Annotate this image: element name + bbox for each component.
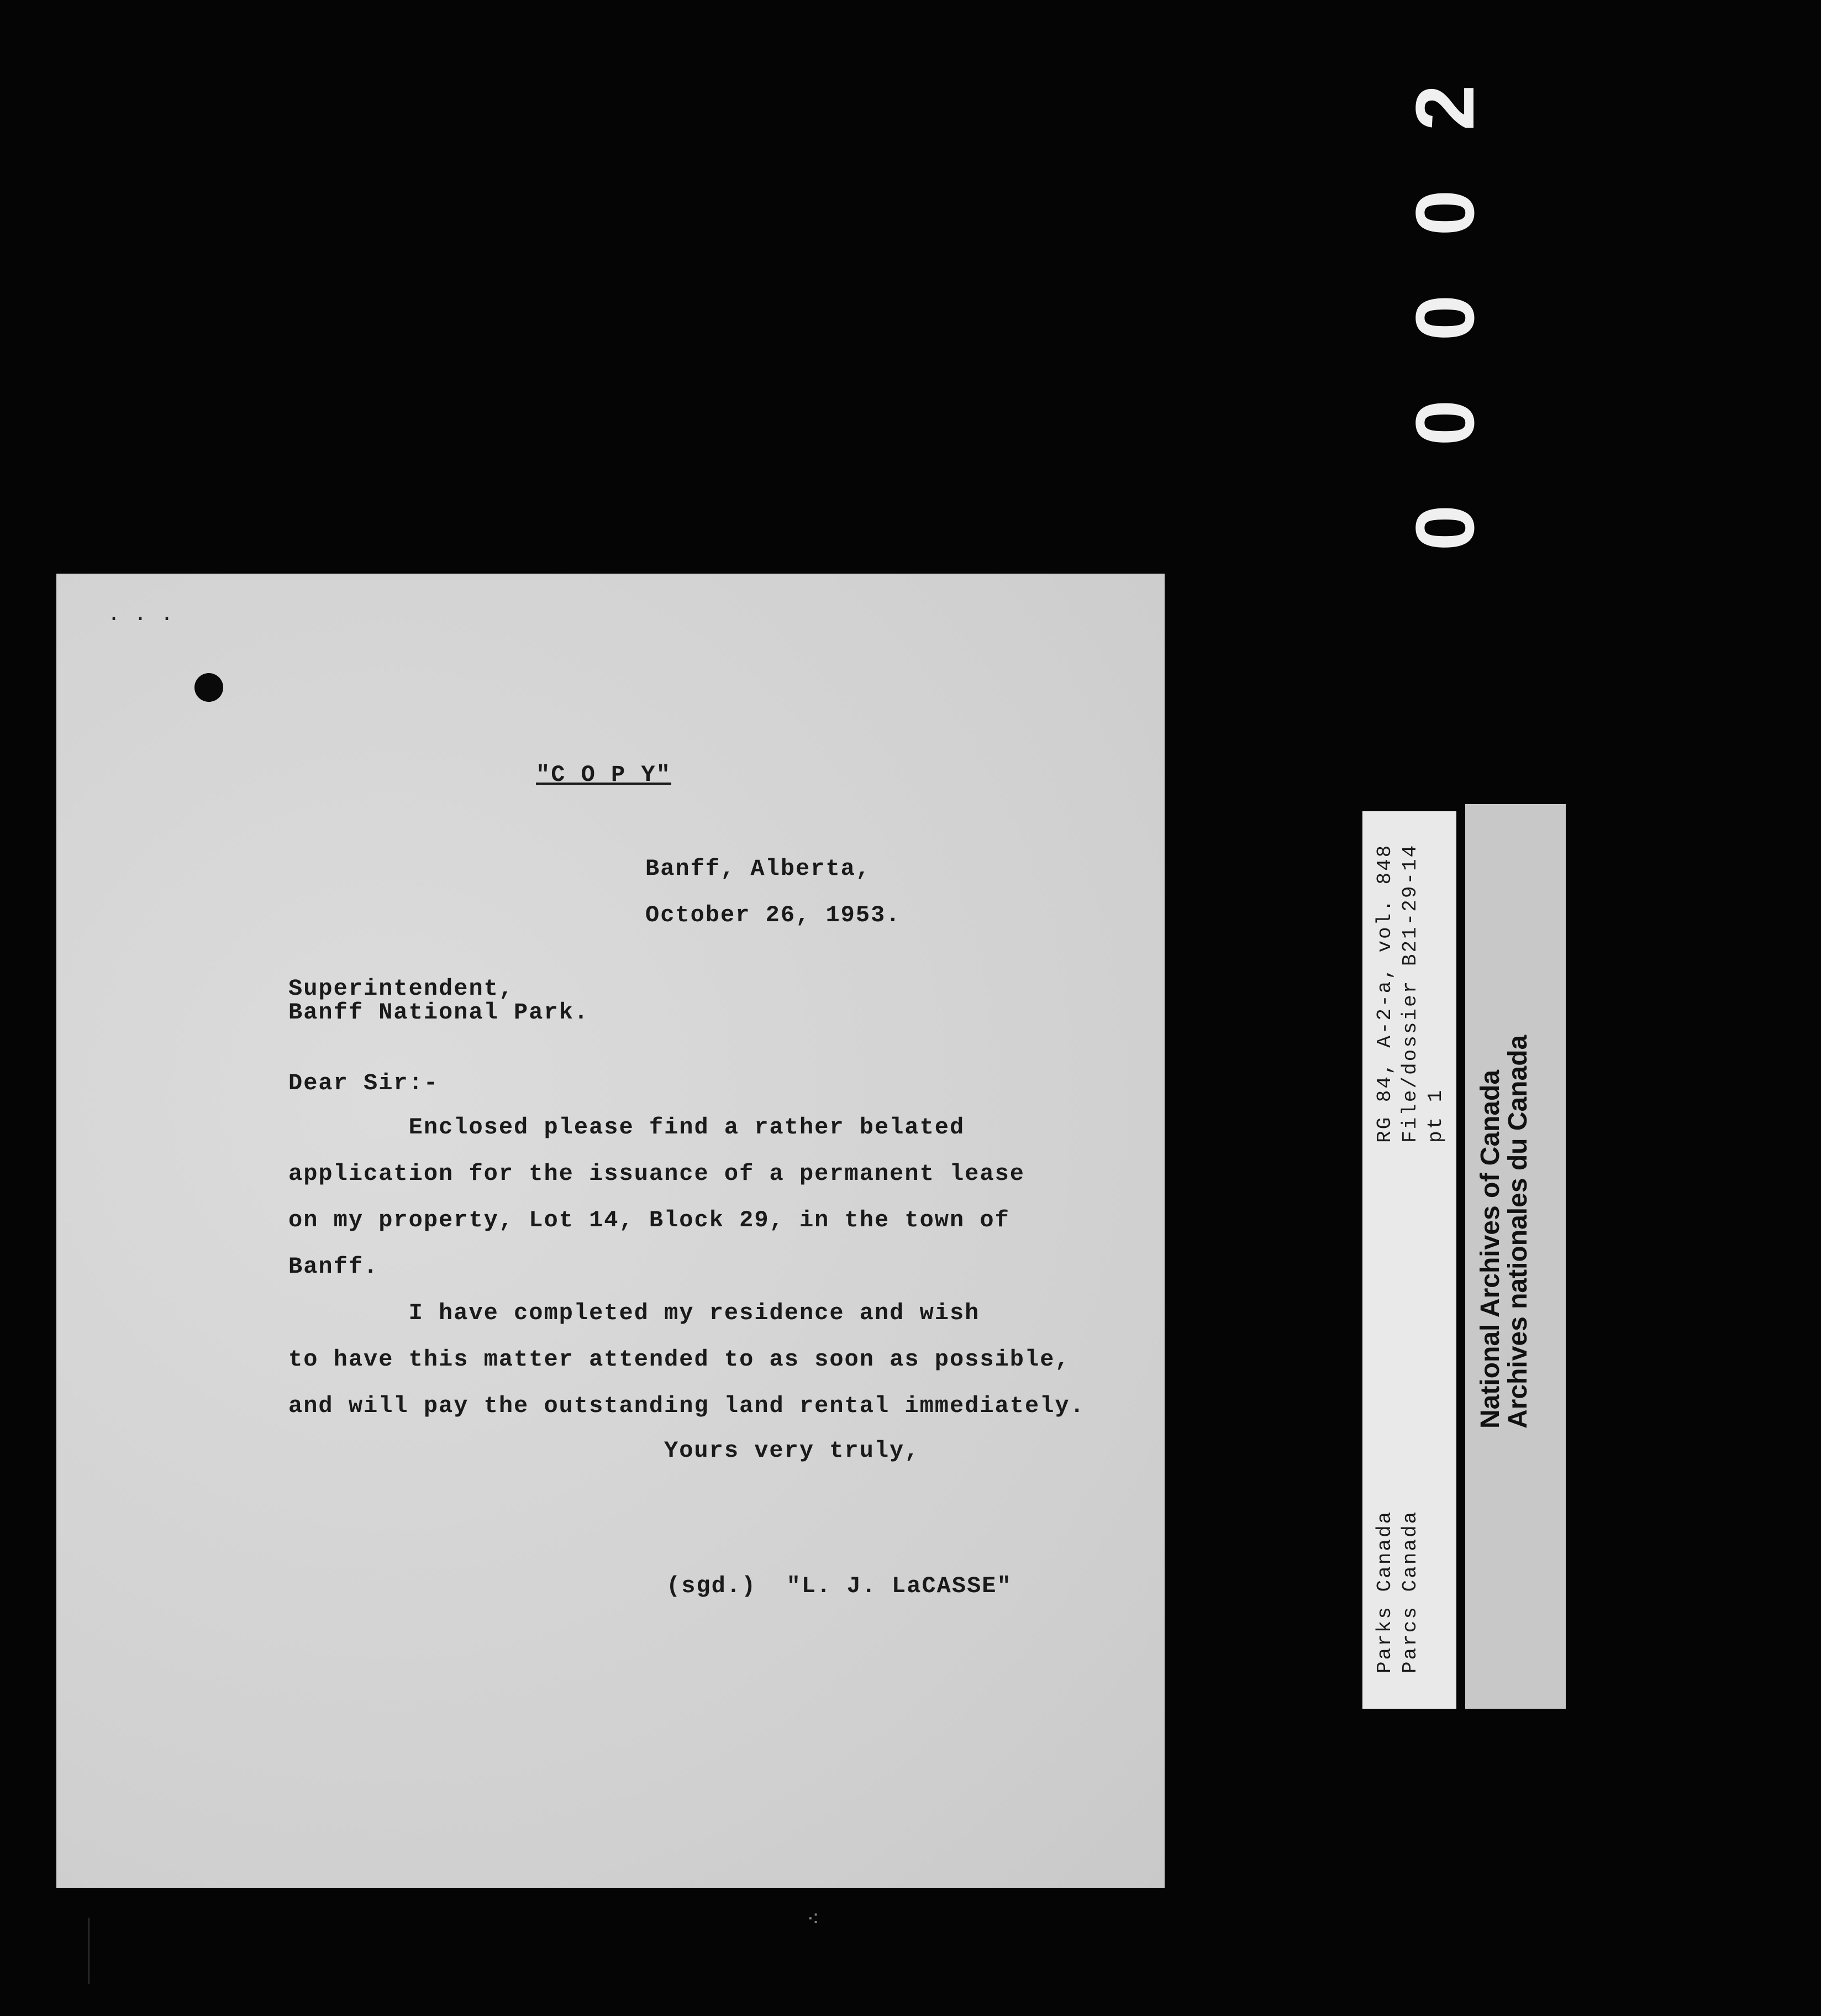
film-speck: ⁖ <box>807 1909 820 1934</box>
reference-line: File/dossier B21-29-14 <box>1399 843 1422 1143</box>
archive-reference-label <box>1362 811 1456 1709</box>
punch-hole <box>194 673 223 702</box>
body-line: to have this matter attended to as soon as possible, <box>288 1346 1070 1373</box>
archives-name-fr: Archives nationales du Canada <box>1503 1035 1533 1429</box>
film-scratch <box>88 1918 90 1984</box>
frame-number <box>1398 55 1491 553</box>
signature: (sgd.) "L. J. LaCASSE" <box>666 1573 1012 1599</box>
addressee-line: Banff National Park. <box>288 999 590 1026</box>
body-line: I have completed my residence and wish <box>288 1300 980 1326</box>
closing: Yours very truly, <box>664 1437 920 1464</box>
frame-digit: 0 <box>1398 400 1491 446</box>
organization-line: Parks Canada <box>1373 1510 1396 1673</box>
body-line: and will pay the outstanding land rental immediately. <box>288 1393 1085 1419</box>
letter-page <box>56 574 1165 1888</box>
letter-place: Banff, Alberta, <box>645 855 871 882</box>
organization-line: Parcs Canada <box>1399 1510 1422 1673</box>
letter-date: October 26, 1953. <box>645 902 901 928</box>
frame-digit: 0 <box>1398 505 1491 551</box>
body-line: Enclosed please find a rather belated <box>288 1114 965 1141</box>
paper-speck-marks: · · · <box>107 607 174 632</box>
salutation: Dear Sir:- <box>288 1070 439 1096</box>
body-line: Banff. <box>288 1253 379 1280</box>
archives-name-en: National Archives of Canada <box>1476 1069 1505 1429</box>
copy-heading: "C O P Y" <box>536 762 671 788</box>
body-line: on my property, Lot 14, Block 29, in the town of <box>288 1207 1010 1233</box>
archives-name-label <box>1465 804 1566 1709</box>
frame-digit: 0 <box>1398 295 1491 341</box>
frame-digit: 2 <box>1398 85 1491 131</box>
addressee-line: Superintendent, <box>288 975 514 1002</box>
frame-digit: 0 <box>1398 190 1491 236</box>
reference-line: RG 84, A-2-a, vol. 848 <box>1373 843 1396 1143</box>
body-line: application for the issuance of a permanent lease <box>288 1161 1025 1187</box>
reference-line: pt 1 <box>1424 1088 1447 1143</box>
